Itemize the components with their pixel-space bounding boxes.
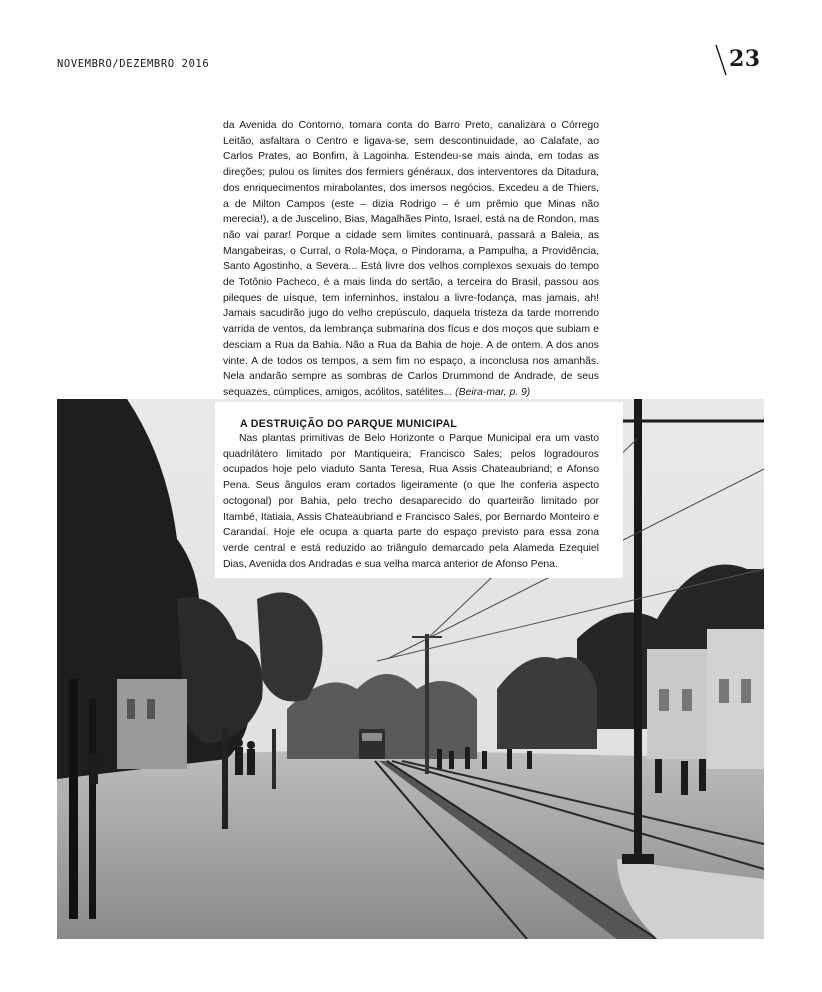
section-heading: A DESTRUIÇÃO DO PARQUE MUNICIPAL bbox=[240, 418, 458, 430]
section-body: Nas plantas primitivas de Belo Horizonte o Parque Municipal era um vasto quadrilátero limitado por Mantiqueira; Francisco Sales; pelos logradouros ocupados hoje pelo viaduto Santa Teresa, Rua Assis Chateaubriand; e Afonso Pena. Seus ângulos eram cortados ligeiramente (o que lhe conferia aspecto octogonal) por Bahia, pelo trecho desaparecido do quarteirão limitado por Itambé, Itatiaia, Assis Chateaubriand e Francisco Sales, por Bernardo Monteiro e Carandaí. Hoje ele ocupa a quarta parte do espaço previsto para essa zona verde central e está reduzido ao triângulo demarcado pela Alameda Ezequiel Dias, Avenida dos Andradas e sua velha marca anterior de Afonso Pena. bbox=[223, 433, 599, 570]
article-paragraph bbox=[223, 118, 599, 401]
article-citation: (Beira-mar, p. 9) bbox=[455, 386, 531, 398]
page-number: 23 bbox=[729, 46, 761, 72]
slash-divider bbox=[715, 44, 727, 76]
article-text: da Avenida do Contorno, tomara conta do Barro Preto, canalizara o Córrego Leitão, asfaltara o Centro e ligava-se, sem descontinuidade, ao Calafate, ao Carlos Prates, ao Bonfim, à Lagoinha. Estendeu-se mais ainda, em todas as direções; pulou os limites dos fermiers généraux, dos interventores da Ditadura, dos enriquecimentos mirabolantes, dos imersos negócios. Excedeu a de Thiers, a de Milton Campos (este – dizia Rodrigo – é um prêmio que Minas não merecia!), a de Juscelino, Bias, Magalhães Pinto, Israel, está na de Rondon, mas não vai parar! Porque a cidade sem limites continuará, passará a Baleia, as Mangabeiras, o Curral, o Rola-Moça, o Pindorama, a Pampulha, a Providência, Santo Agostinho, a Severa... Está livre dos velhos complexos sexuais do tempo de Totônio Pacheco, é a mais linda do sertão, a terceira do Brasil, passou aos pileques de uísque, tem inferninhos, instalou a livre-fodança, mas jamais, ah! Jamais sacudirão jugo do velho crepúsculo, daquela tristeza da tarde morrendo varrida de ventos, da lembrança submarina dos fícus e dos moços que subiam e desciam a Rua da Bahia. Não a Rua da Bahia de hoje. A de ontem. A dos anos vinte. A de todos os tempos, a sem fim no espaço, a inconclusa nos amanhãs. Nela andarão sempre as sombras de Carlos Drummond de Andrade, de seus sequazes, cúmplices, amigos, acólitos, satélites... bbox=[223, 120, 599, 398]
issue-date: NOVEMBRO/DEZEMBRO 2016 bbox=[57, 58, 210, 70]
